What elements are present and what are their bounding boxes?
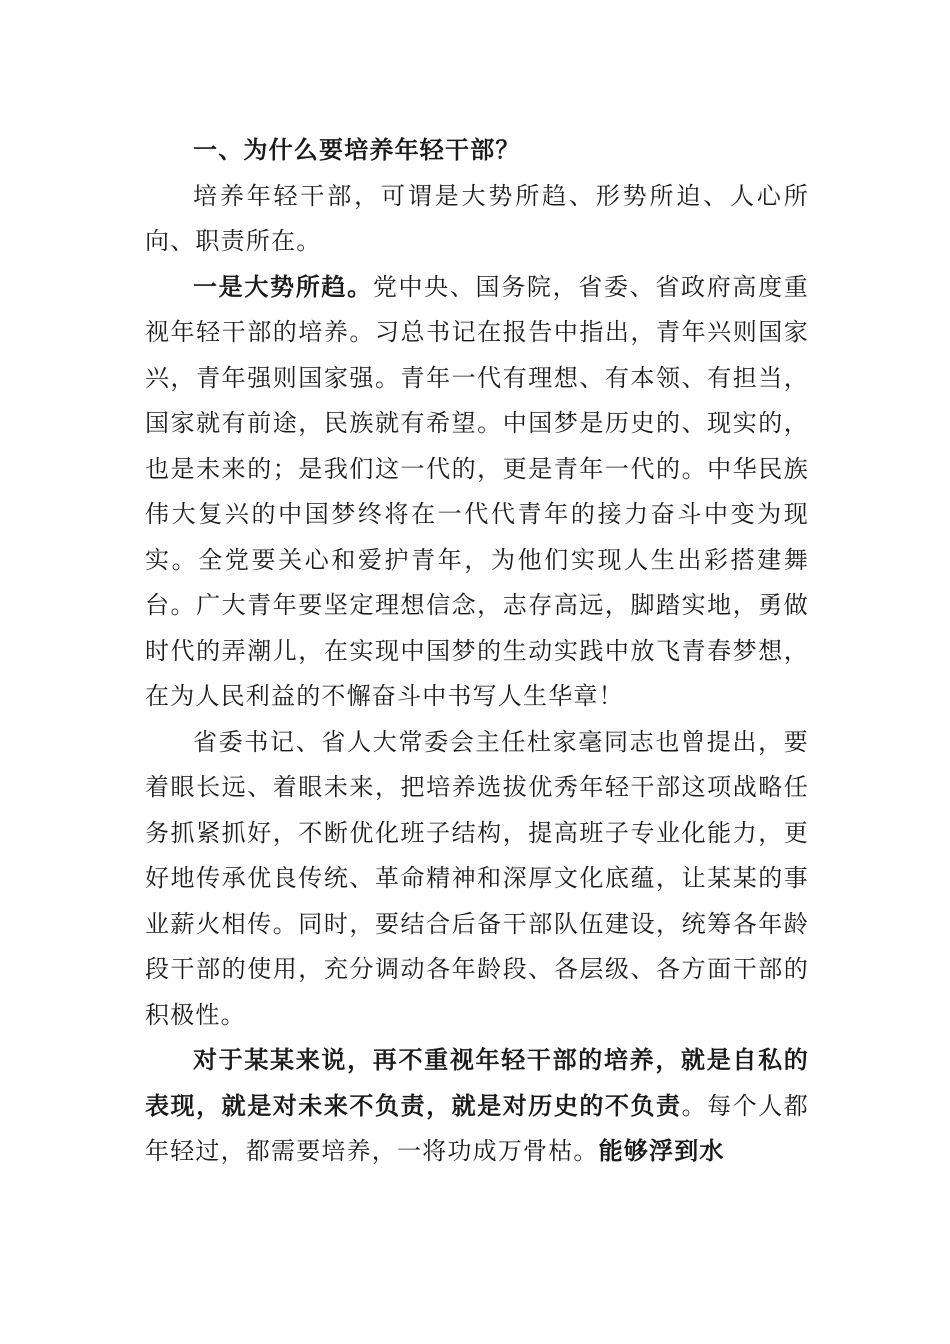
paragraph-trend-text: 党中央、国务院，省委、省政府高度重视年轻干部的培养。习总书记在报告中指出，青年兴则国家兴，青年强则国家强。青年一代有理想、有本领、有担当，国家就有前途，民族就有希望。中国梦是历史的、现实的，也是未来的；是我们这一代的，更是青年一代的。中华民族伟大复兴的中国梦终将在一代代青年的接力奋斗中变为现实。全党要关心和爱护青年，为他们实现人生出彩搭建舞台。广大青年要坚定理想信念，志存高远，脚踏实地，勇做时代的弄潮儿，在实现中国梦的生动实践中放飞青春梦想，在为人民利益的不懈奋斗中书写人生华章！: [145, 272, 809, 710]
section-heading: 一、为什么要培养年轻干部？: [193, 136, 521, 164]
paragraph-provincial: 省委书记、省人大常委会主任杜家毫同志也曾提出，要着眼长远、着眼未来，把培养选拔优秀年轻干部这项战略任务抓紧抓好，不断优化班子结构，提高班子专业化能力，更好地传承优良传统、革命精神和深厚文化底蕴，让某某的事业薪火相传。同时，要结合后备干部队伍建设，统筹各年龄段干部的使用，充分调动各年龄段、各层级、各方面干部的积极性。: [145, 727, 809, 1029]
paragraph-responsibility-lead: 对于某某来说，再不重视年轻干部的培养，就是自私的表现，就是对未来不负责，就是对历史的不负责: [145, 1046, 809, 1120]
paragraph-trend-lead: 一是大势所趋。: [193, 272, 373, 301]
paragraph-responsibility: [145, 1038, 809, 1175]
paragraph-trend: [145, 265, 809, 720]
paragraph-intro: 培养年轻干部，可谓是大势所趋、形势所迫、人心所向、职责所在。: [145, 181, 809, 255]
paragraph-responsibility-text: 。每个人都年轻过，都需要培养，一将功成万骨枯。: [145, 1091, 810, 1165]
document-body: [145, 128, 809, 1175]
paragraph-responsibility-tail: 能够浮到水: [598, 1137, 725, 1165]
